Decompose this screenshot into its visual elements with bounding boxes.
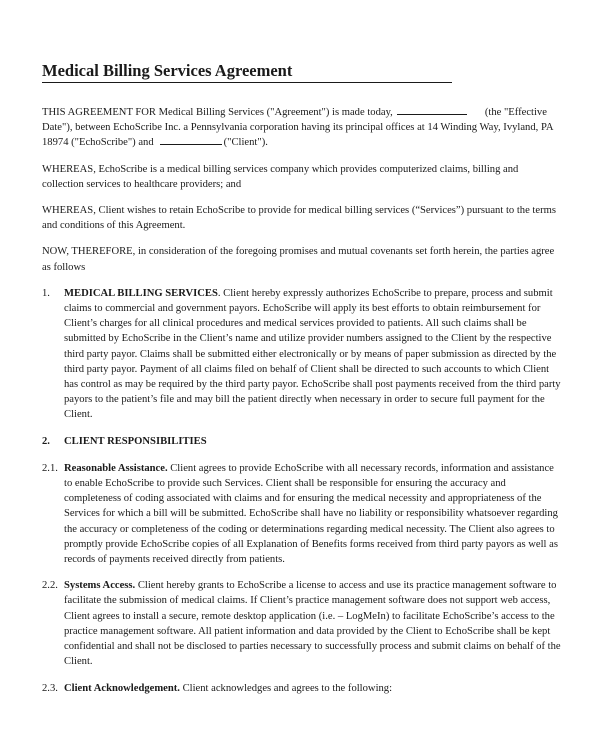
section-2-3-body bbox=[64, 681, 562, 696]
section-1-text: . Client hereby expressly authorizes EchoScribe to prepare, process and submit claims to commercial and government payors. EchoScribe will apply its best efforts to obtain reimbursement for Client’s charges for all clinical procedures and medical services provided to patients. All such claims shall be submitted by EchoScribe in the Client’s name and utilize provider numbers assigned to the Client by the respective third party payor. Claims shall be submitted either electronically or by means of paper submission as directed by the third party payor. Payment of all claims filed on behalf of Client shall be directed to such accounts to which Client has control as may be required by the third party payor. EchoScribe shall post payments received from the third party payors to the patient’s file and may bill the patient directly when necessary in order to secure full payment for the Client. bbox=[64, 287, 561, 421]
date-blank-line bbox=[397, 105, 467, 115]
section-2-3 bbox=[42, 681, 562, 696]
section-1-number: 1. bbox=[42, 287, 50, 299]
section-2 bbox=[42, 434, 562, 449]
intro-part1: THIS AGREEMENT FOR Medical Billing Services ("Agreement") is made today, bbox=[42, 107, 393, 118]
section-2-3-heading: Client Acknowledgement. bbox=[64, 682, 180, 694]
section-2-number: 2. bbox=[42, 435, 50, 447]
section-2-3-number: 2.3. bbox=[42, 682, 58, 694]
section-2-heading: CLIENT RESPONSIBILITIES bbox=[64, 435, 207, 447]
section-2-1 bbox=[42, 461, 562, 567]
section-2-1-heading: Reasonable Assistance. bbox=[64, 462, 168, 474]
now-therefore-paragraph: NOW, THEREFORE, in consideration of the foregoing promises and mutual covenants set forth herein, the parties agree as follows bbox=[42, 246, 555, 273]
whereas-paragraph-1: WHEREAS, EchoScribe is a medical billing services company which provides computerized claims, billing and collection services to healthcare providers; and bbox=[42, 163, 519, 190]
section-2-2-text: Client hereby grants to EchoScribe a license to access and use its practice management software to facilitate the submission of medical claims. If Client’s practice management software does not support web access, Client agrees to install a secure, remote desktop application (i.e. – LogMeIn) to facilitate EchoScribe’s access to the practice management software. All patient information and data provided by the Client to EchoScribe shall be kept confidential and shall not be disclosed to parties necessary to successfully process and submit claims on behalf of the Client. bbox=[64, 580, 561, 668]
intro-part2: (the "Effective Date"), between EchoScribe Inc. a Pennsylvania corporation having its principal offices at 14 Winding Way, Ivyland, PA 18974 ("EchoScribe") and bbox=[42, 107, 553, 149]
section-2-3-text: Client acknowledges and agrees to the following: bbox=[179, 682, 393, 694]
section-2-2 bbox=[42, 578, 562, 669]
section-2-2-body bbox=[64, 578, 562, 669]
section-1-heading: MEDICAL BILLING SERVICES bbox=[64, 287, 218, 299]
section-2-1-text: Client agrees to provide EchoScribe with all necessary records, information and assistance to enable EchoScribe to provide such Services. Client shall be responsible for ensuring the accuracy and completeness of coding associated with claims and for ensuring the medical necessity and appropriateness of the Services for which a bill will be submitted. EchoScribe shall have no liability or responsibility whatsoever regarding the accuracy or completeness of the coding or determinations regarding medical necessity. The Client also agrees to promptly provide EchoScribe copies of all Explanation of Benefits forms received from third party payors as well as records of payments received directly from patients. bbox=[64, 462, 558, 566]
intro-part3: ("Client"). bbox=[223, 137, 268, 149]
section-2-2-number: 2.2. bbox=[42, 580, 58, 592]
section-1 bbox=[42, 286, 562, 423]
client-blank-line bbox=[160, 135, 222, 145]
section-2-1-number: 2.1. bbox=[42, 462, 58, 474]
whereas-paragraph-2: WHEREAS, Client wishes to retain EchoScribe to provide for medical billing services (“Services”) pursuant to the terms and conditions of this Agreement. bbox=[42, 205, 556, 232]
section-2-1-body bbox=[64, 461, 562, 567]
intro-paragraph bbox=[42, 105, 562, 151]
section-2-2-heading: Systems Access. bbox=[64, 580, 136, 592]
section-1-body bbox=[64, 286, 562, 423]
document-title: Medical Billing Services Agreement bbox=[42, 62, 452, 83]
